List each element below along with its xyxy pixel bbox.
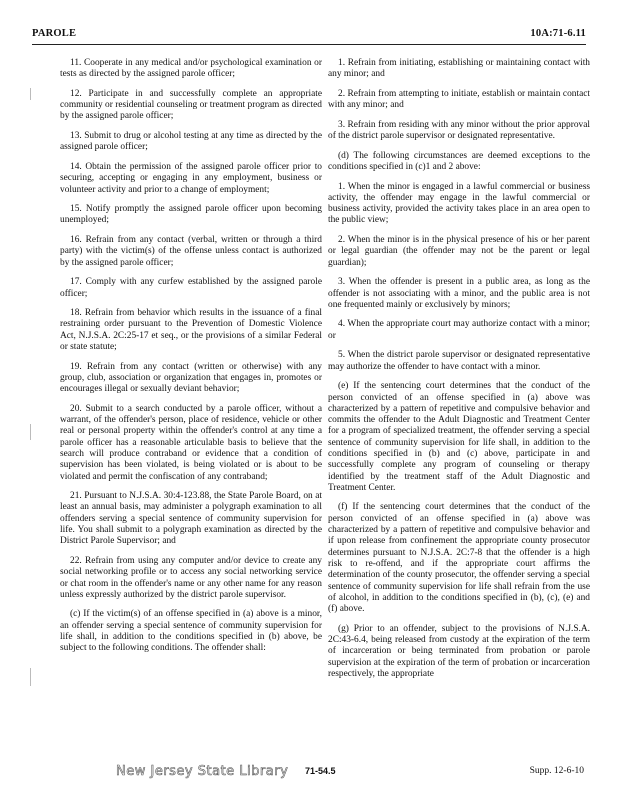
paragraph: 1. When the minor is engaged in a lawful commercial or business activity, the offender may engage in the lawful commercial or business activity, provided the activity takes place in an area open to the public view; bbox=[328, 181, 590, 226]
paragraph: (g) Prior to an offender, subject to the provisions of N.J.S.A. 2C:43-6.4, being released from custody at the expiration of the term of incarceration or being terminated from probation or parole supervision at the expiration of the term of probation or incarceration respectively, the appropriate bbox=[328, 623, 590, 679]
margin-mark bbox=[30, 88, 31, 100]
paragraph: 5. When the district parole supervisor or designated representative may authorize the offender to have contact with a minor. bbox=[328, 350, 590, 372]
paragraph: 2. When the minor is in the physical presence of his or her parent or legal guardian (the offender may not be the parent or legal guardian); bbox=[328, 235, 590, 268]
paragraph: 3. When the offender is present in a public area, as long as the offender is not associating with a minor, and the public area is not one frequented mainly or exclusively by minors; bbox=[328, 277, 590, 310]
page-number: 71-54.5 bbox=[305, 766, 336, 776]
right-column bbox=[328, 58, 590, 689]
header-title: PAROLE bbox=[32, 28, 77, 39]
paragraph: 16. Refrain from any contact (verbal, written or through a third party) with the victim(s) of the offense unless contact is authorized by the assigned parole officer; bbox=[60, 235, 322, 268]
header-rule bbox=[32, 44, 586, 45]
margin-mark bbox=[30, 424, 31, 440]
paragraph: 3. Refrain from residing with any minor without the prior approval of the district parole supervisor or designated representative. bbox=[328, 119, 590, 142]
supplement-date: Supp. 12-6-10 bbox=[529, 766, 584, 776]
library-watermark: New Jersey State Library bbox=[116, 764, 289, 779]
margin-mark bbox=[30, 668, 31, 686]
paragraph: 21. Pursuant to N.J.S.A. 30:4-123.88, the State Parole Board, on at least an annual basis, may administer a polygraph examination to all offenders serving a special sentence of community supervision for life. You shall submit to a polygraph examination as directed by the District Parole Supervisor; and bbox=[60, 491, 322, 547]
paragraph: (d) The following circumstances are deemed exceptions to the conditions specified in (c)1 and 2 above: bbox=[328, 150, 590, 172]
paragraph: 22. Refrain from using any computer and/or device to create any social networking profile or to access any social networking service or chat room in the offender's name or any other name for any reason unless expressly authorized by the district parole supervisor. bbox=[60, 555, 322, 600]
paragraph: 18. Refrain from behavior which results in the issuance of a final restraining order pursuant to the Prevention of Domestic Violence Act, N.J.S.A. 2C:25-17 et seq., or the provisions of a similar Federal or state statute; bbox=[60, 308, 322, 353]
paragraph: (f) If the sentencing court determines that the conduct of the person convicted of an offense specified in (a) above was characterized by a pattern of repetitive and compulsive behavior and if upon release from confinement the appropriate county prosecutor determines pursuant to N.J.S.A. 2C:7-8 that the offender is a high risk to re-offend, and if the appropriate court affirms the determination of the county prosecutor, the offender serving a special sentence of community supervision for life shall refrain from the use of alcohol, in addition to the conditions specified in (b), (c), (e) and (f) above. bbox=[328, 502, 590, 615]
paragraph: 12. Participate in and successfully complete an appropriate community or residential counseling or treatment program as directed by the assigned parole officer; bbox=[60, 88, 322, 122]
paragraph: (e) If the sentencing court determines that the conduct of the person convicted of an offense specified in (a) above was characterized by a pattern of repetitive and compulsive behavior and commits the offender to the Adult Diagnostic and Treatment Center for a program of specialized treatment, the offender serving a special sentence of community supervision for life shall, in addition to the conditions specified in (b) and (c) above, participate in and successfully complete any program of counseling or therapy identified by the treatment staff of the Adult Diagnostic and Treatment Center. bbox=[328, 381, 590, 493]
paragraph: 17. Comply with any curfew established by the assigned parole officer; bbox=[60, 277, 322, 299]
paragraph: 2. Refrain from attempting to initiate, establish or maintain contact with any minor; and bbox=[328, 88, 590, 111]
page-header bbox=[32, 28, 586, 44]
paragraph: 11. Cooperate in any medical and/or psychological examination or tests as directed by the assigned parole officer; bbox=[60, 58, 322, 80]
paragraph: 19. Refrain from any contact (written or otherwise) with any group, club, association or organization that engages in, promotes or encourages illegal or sexually deviant behavior; bbox=[60, 361, 322, 395]
paragraph: 20. Submit to a search conducted by a parole officer, without a warrant, of the offender's person, place of residence, vehicle or other real or personal property within the offender's control at any time a parole officer has a reasonable articulable basis to believe that the search will produce contraband or evidence that a condition of supervision has been violated, is being violated or is about to be violated and permit the confiscation of any contraband; bbox=[60, 403, 322, 482]
paragraph: 15. Notify promptly the assigned parole officer upon becoming unemployed; bbox=[60, 204, 322, 226]
paragraph: (c) If the victim(s) of an offense specified in (a) above is a minor, an offender serving a special sentence of community supervision for life shall, in addition to the conditions specified in (b) above, be subject to the following conditions. The offender shall: bbox=[60, 609, 322, 654]
paragraph: 14. Obtain the permission of the assigned parole officer prior to securing, accepting or engaging in any employment, business or volunteer activity and prior to a change of employment; bbox=[60, 161, 322, 195]
paragraph: 1. Refrain from initiating, establishing or maintaining contact with any minor; and bbox=[328, 58, 590, 80]
header-section-number: 10A:71-6.11 bbox=[530, 28, 586, 39]
left-column bbox=[60, 58, 322, 663]
paragraph: 4. When the appropriate court may authorize contact with a minor; or bbox=[328, 319, 590, 341]
paragraph: 13. Submit to drug or alcohol testing at any time as directed by the assigned parole officer; bbox=[60, 131, 322, 153]
page-footer bbox=[0, 766, 618, 782]
